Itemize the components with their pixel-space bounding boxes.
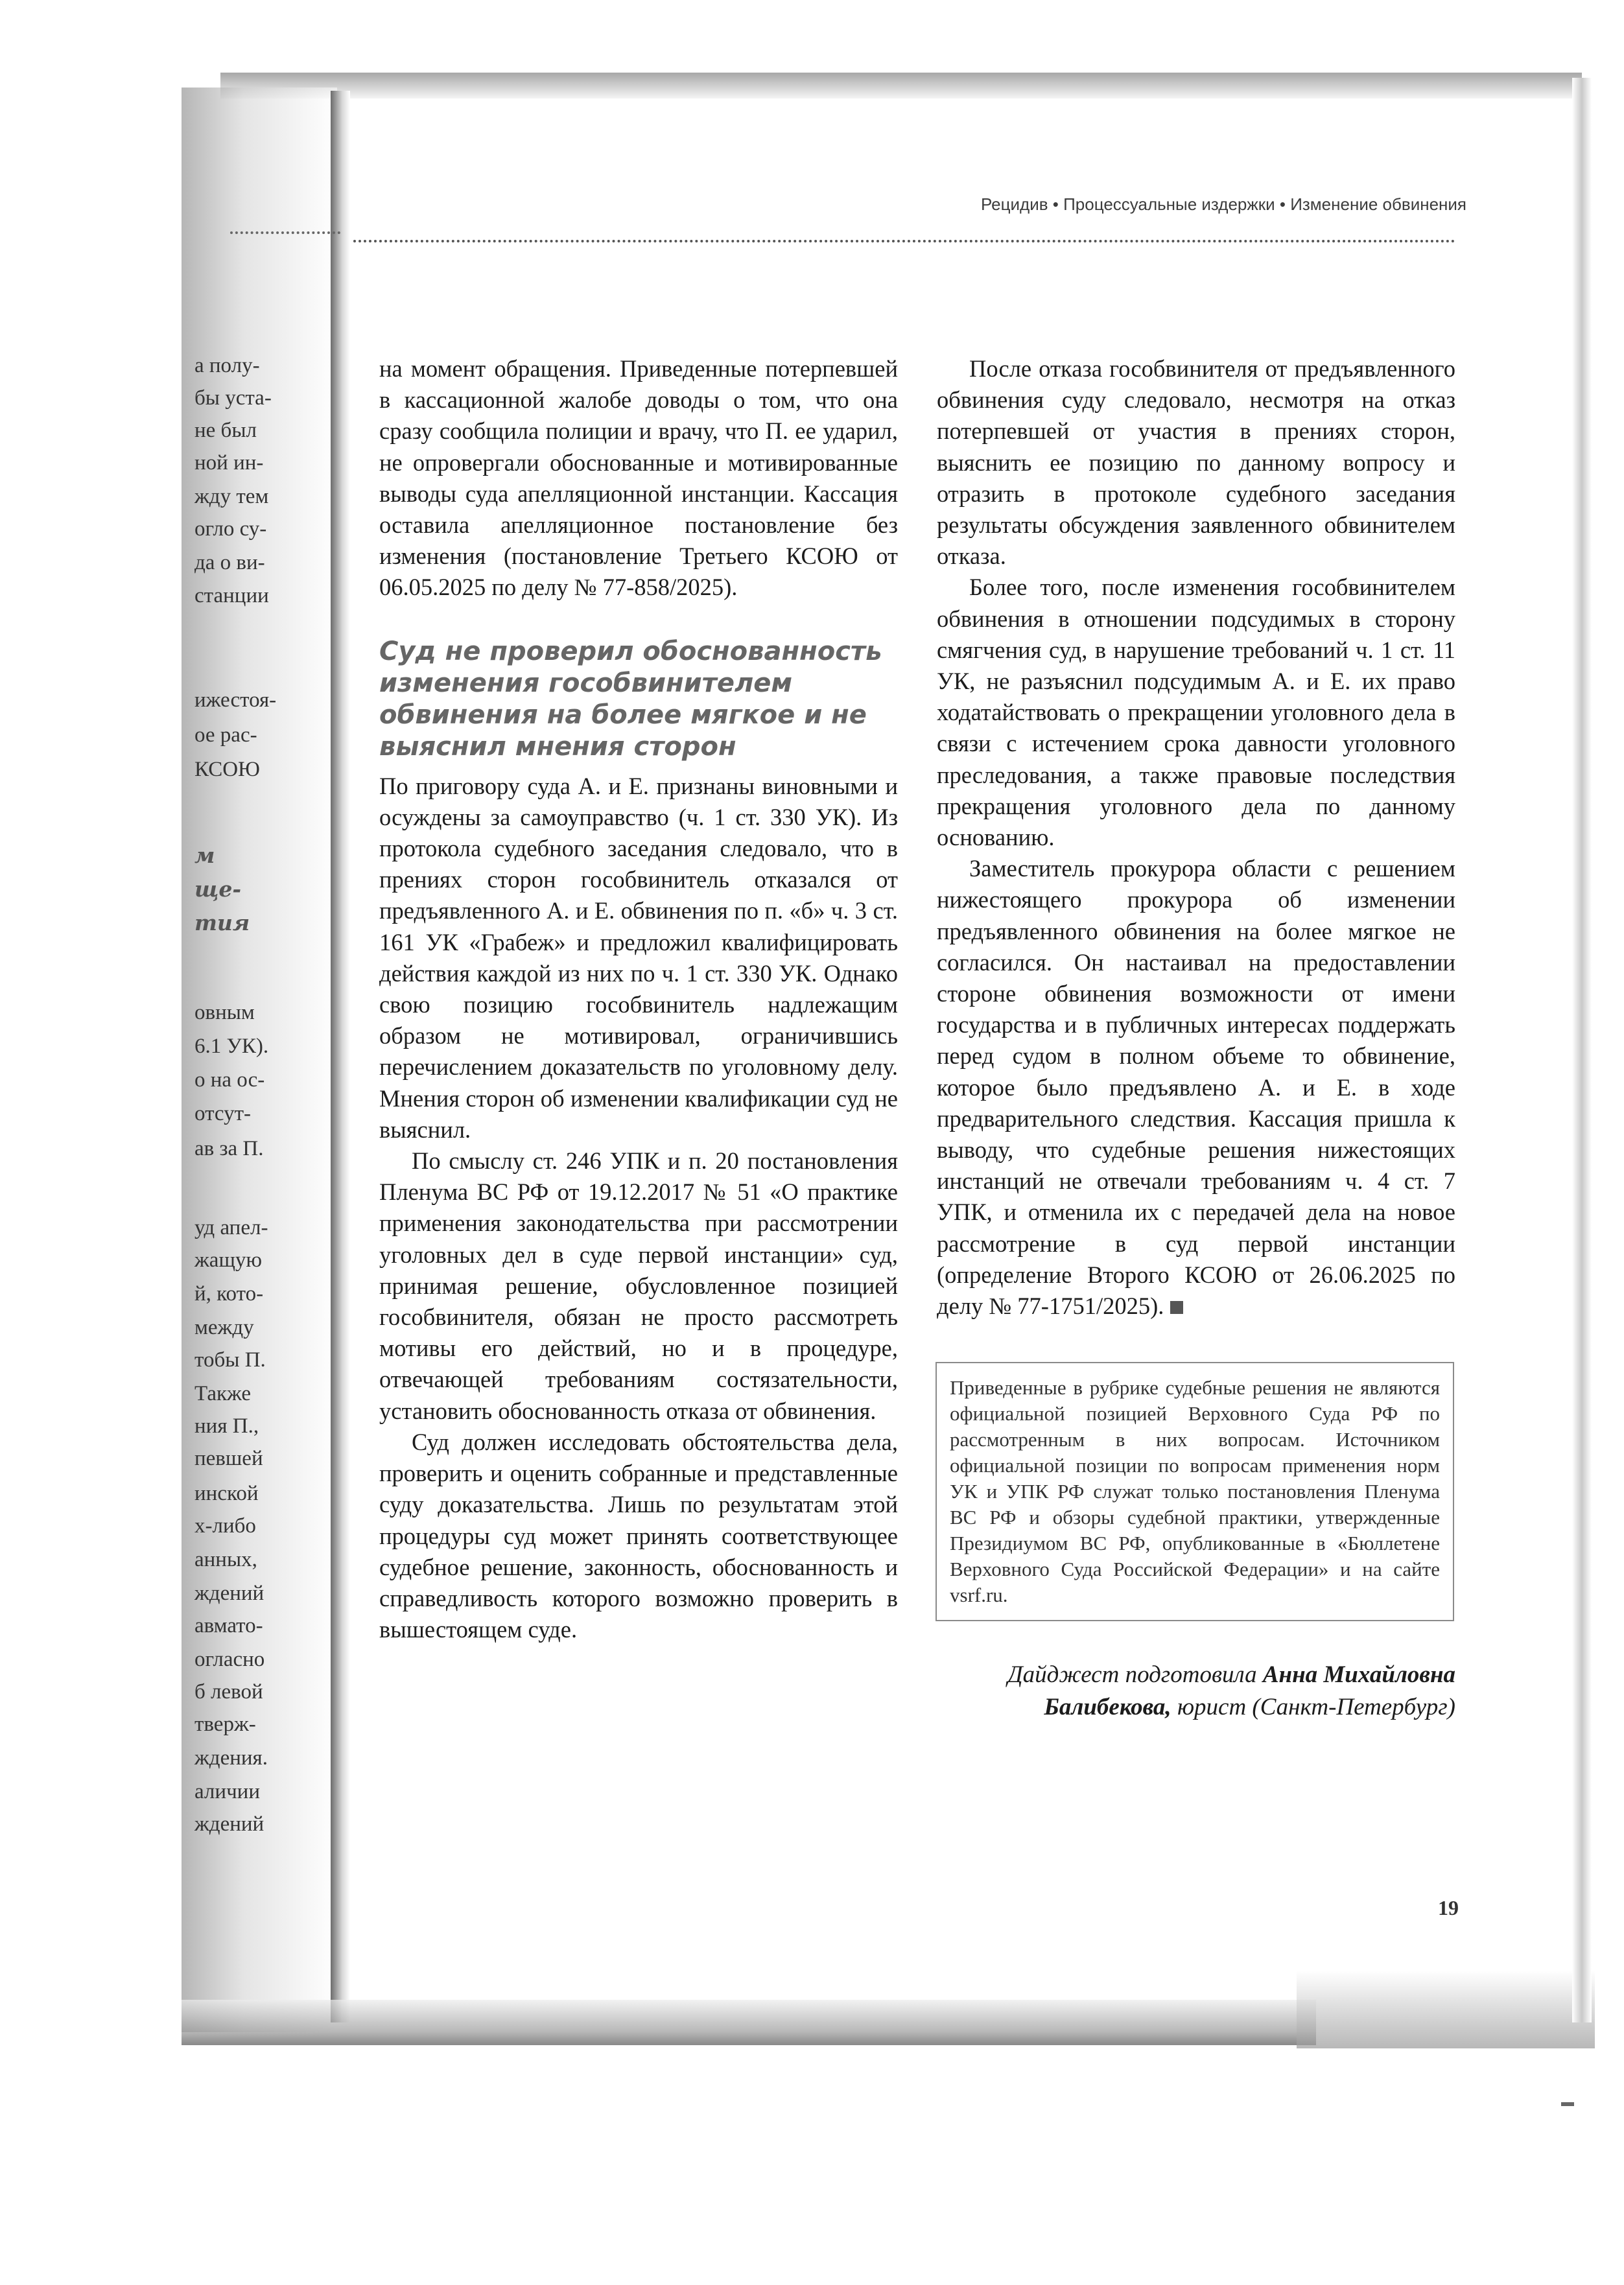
- left-page-fragment: огло су-: [194, 517, 267, 541]
- left-page-fragment: певшей: [194, 1447, 263, 1470]
- page-number: 19: [1438, 1896, 1459, 1919]
- paragraph: Суд должен исследовать обстоятельства дела, проверить и оценить собранные и представленные суду доказательства. Лишь по результатам этой процедуры суд может принять соответствующее судебное решение, законность, обоснованность и справедливость которого возможно проверить в вышестоящем суде.: [379, 1428, 898, 1643]
- section-subheading: Суд не проверил обоснованность изменения гособвинителем обвинения на более мягкое и не выяснил мнения сторон: [379, 636, 882, 762]
- paragraph: По приговору суда А. и Е. признаны виновными и осуждены за самоуправство (ч. 1 ст. 330 УК). Из протокола судебного заседания следовало, что в прениях сторон гособвинитель отказался от предъявленного А. и Е. обвинения по п. «б» ч. 3 ст. 161 УК «Грабеж» и предложил квалифицировать действия каждой из них по ч. 1 ст. 330 УК. Однако свою позицию гособвинитель надлежащим образом не мотивировал, ограничившись перечислением доказательств по уголовному делу. Мнения сторон об изменении квалификации суд не выяснил.: [379, 772, 898, 1143]
- left-page-fragment: а полу-: [194, 354, 260, 377]
- paragraph: По смыслу ст. 246 УПК и п. 20 постановления Пленума ВС РФ от 19.12.2017 № 51 «О практике применения законодательства при рассмотрении уголовных дел в суде первой инстанции» суд, принимая решение, обусловленное позицией гособвинителя, обязан не просто рассмотреть мотивы его действий, но и в процедуре, отвечающей требованиям состязательности, установить обоснованность отказа от обвинения.: [379, 1147, 898, 1424]
- scan-shadow-top: [220, 73, 1582, 99]
- left-page-fragment: ждений: [194, 1812, 265, 1836]
- left-page-fragment: тверж-: [194, 1713, 256, 1736]
- column-left: [379, 353, 898, 1645]
- left-page-fragment: уд апел-: [194, 1216, 268, 1239]
- left-page-fragment: авмато-: [194, 1614, 263, 1637]
- left-page-dotted-rule: [230, 231, 340, 234]
- left-page-fragment: м: [194, 843, 215, 868]
- left-page-fragment: б левой: [194, 1680, 263, 1704]
- left-page-fragment: о на ос-: [194, 1068, 265, 1092]
- left-page-fragment: анных,: [194, 1548, 257, 1571]
- left-page-fragment: й, кото-: [194, 1282, 264, 1306]
- left-page-fragment: ое рас-: [194, 723, 257, 747]
- scan-shadow-bottom: [182, 2000, 1316, 2045]
- left-page-fragment: инской: [194, 1482, 259, 1505]
- left-page-fragment: ния П.,: [194, 1414, 259, 1438]
- column-right: [937, 353, 1455, 1724]
- left-page-fragment: 6.1 УК).: [194, 1035, 269, 1058]
- scan-shadow-bottom-right: [1297, 1971, 1595, 2048]
- paragraph-text: Заместитель прокурора области с решением нижестоящего прокурора об изменении предъявленного обвинения на более мягкое не согласился. Он настаивал на предоставлении стороне обвинения возможности от имени государства и в публичных интересах поддержать перед судом в полном объеме то обвинение, которое было предъявлено А. и Е. в ходе предварительного следствия. Кассация пришла к выводу, что судебные решения нижестоящих инстанций не отвечали требованиям ч. 4 ст. 7 УПК, и отменила их с передачей дела на новое рассмотрение в суд первой инстанции (определение Второго КСОЮ от 26.06.2025 по делу № 77-1751/2025).: [937, 855, 1455, 1320]
- book-spine-shadow: [331, 91, 350, 2022]
- disclaimer-box: Приведенные в рубрике судебные решения не являются официальной позицией Верховного Суда РФ по рассмотренным в них вопросам. Источником официальной позиции по вопросам применения норм УК и УПК РФ служат только постановления Пленума ВС РФ и обзоры судебной практики, утвержденные Президиумом ВС РФ, опубликованные в «Бюллетене Верховного Суда Российской Федерации» и на сайте vsrf.ru.: [936, 1362, 1454, 1621]
- left-page-fragment: х-либо: [194, 1514, 256, 1538]
- left-page-fragment: не был: [194, 419, 257, 442]
- left-page-fragment: тия: [194, 910, 250, 935]
- digest-credit: [937, 1659, 1455, 1724]
- paragraph: Более того, после изменения гособвинителем обвинения в отношении подсудимых в сторону смягчения суд, в нарушение требований ч. 1 ст. 11 УК, не разъяснил подсудимым А. и Е. их право ходатайствовать о прекращении уголовного дела в связи с истечением срока давности уголовного преследования, а также правовые последствия прекращения уголовного дела по данному основанию.: [937, 574, 1455, 851]
- left-page-fragment: жду тем: [194, 485, 269, 508]
- left-page-fragment: отсут-: [194, 1102, 252, 1125]
- left-page-fragment: ной ин-: [194, 451, 264, 475]
- header-dotted-rule: [353, 240, 1455, 242]
- left-page-fragment: ждения.: [194, 1746, 268, 1770]
- left-page-fragment: ав за П.: [194, 1137, 264, 1160]
- left-page-fragment: ждений: [194, 1582, 265, 1605]
- end-of-article-square-icon: [1170, 1301, 1183, 1314]
- left-page-fragment: Также: [194, 1382, 252, 1405]
- paragraph: на момент обращения. Приведенные потерпевшей в кассационной жалобе доводы о том, что она сразу сообщила полиции и врачу, что П. ее ударил, не опровергали обоснованные и мотивированные выводы суда апелляционной инстанции. Кассация оставила апелляционное постановление без изменения (постановление Третьего КСОЮ от 06.05.2025 по делу № 77-858/2025).: [379, 355, 898, 601]
- left-page-fragment: между: [194, 1316, 254, 1339]
- credit-suffix: юрист (Санкт-Петербург): [1171, 1694, 1455, 1721]
- left-page-fragment: бы уста-: [194, 386, 272, 410]
- credit-author: Анна Михайловна Балибекова,: [1044, 1661, 1455, 1721]
- left-page-fragment: жащую: [194, 1248, 263, 1272]
- paragraph: После отказа гособвинителя от предъявленного обвинения суду следовало, несмотря на отказ потерпевшей от участия в прениях сторон, выяснить ее позицию по данному вопросу и отразить в протоколе судебного заседания результаты обсуждения заявленного обвинителем отказа.: [937, 355, 1455, 570]
- left-page-fragment: КСОЮ: [194, 758, 260, 781]
- left-page-fragment: ще-: [194, 876, 242, 902]
- scan-right-edge: [1572, 78, 1592, 2022]
- left-page-fragment: огласно: [194, 1648, 265, 1671]
- left-page-fragment: ижестоя-: [194, 688, 277, 712]
- left-page-fragment: станции: [194, 584, 269, 607]
- running-header: Рецидив • Процессуальные издержки • Изменение обвинения: [980, 194, 1466, 214]
- left-page-fragment: овным: [194, 1001, 255, 1024]
- left-page-fragment: да о ви-: [194, 551, 265, 574]
- scan-speck: [1561, 2102, 1574, 2106]
- paragraph: [937, 853, 1455, 1322]
- left-page-fragment: тобы П.: [194, 1348, 266, 1372]
- credit-prefix: Дайджест подготовила: [1007, 1661, 1263, 1689]
- left-page-fragment: аличии: [194, 1780, 260, 1803]
